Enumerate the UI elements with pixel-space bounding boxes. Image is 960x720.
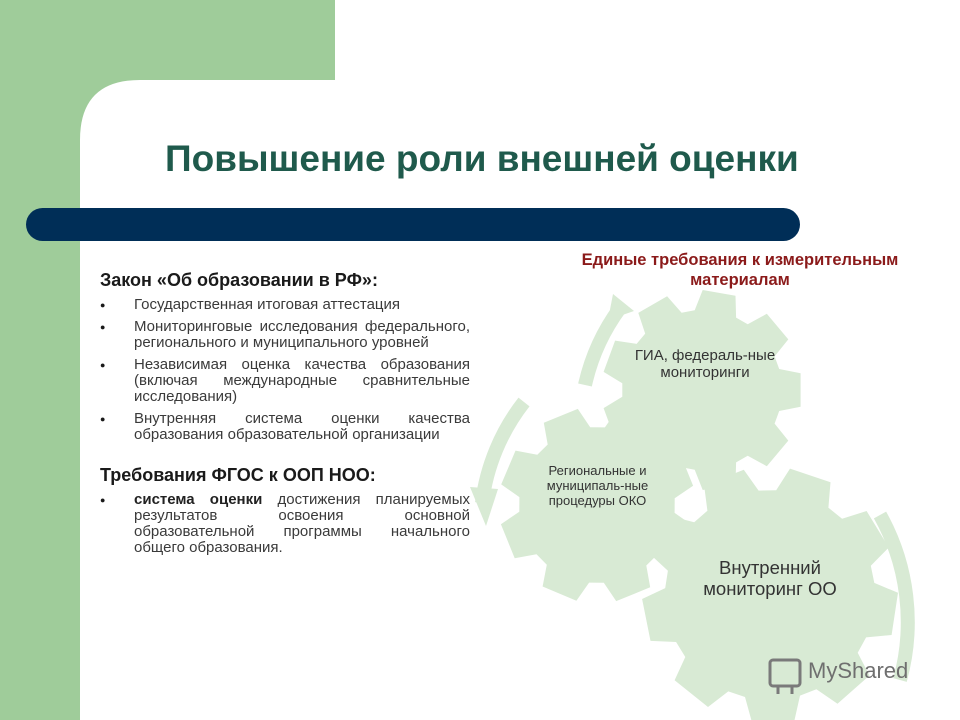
fgos-list [100, 492, 470, 556]
gear-gia-label: ГИА, федераль-ные мониторинги [634, 347, 776, 381]
law-section [100, 270, 470, 562]
diagram-header: Единые требования к измерительным материалам [581, 251, 899, 289]
list-item: ● Внутренняя система оценки качества образования образовательной организации [100, 411, 470, 443]
keyword: система оценки [134, 491, 263, 508]
watermark [770, 658, 908, 684]
watermark-text: MyShared [808, 658, 909, 683]
list-item: ● Независимая оценка качества образования (включая международные сравнительные исследования) [100, 357, 470, 405]
title-underline-bar [26, 208, 800, 241]
list-item-text: достижения планируемых результатов освоения основной образовательной программы начального общего образования. [134, 491, 470, 556]
law-heading: Закон «Об образовании в РФ»: [100, 270, 378, 290]
list-item: ● Мониторинговые исследования федерального, регионального и муниципального уровней [100, 319, 470, 351]
gear-internal-label: Внутренний мониторинг ОО [703, 557, 837, 599]
law-list [100, 297, 470, 443]
list-item: ● Государственная итоговая аттестация [100, 297, 470, 313]
fgos-heading: Требования ФГОС к ООП НОО: [100, 465, 376, 485]
gear-regional-label: Региональные и муниципаль-ные процедуры ОКО [546, 463, 649, 508]
page-title: Повышение роли внешней оценки [165, 138, 799, 179]
list-item [100, 492, 470, 556]
